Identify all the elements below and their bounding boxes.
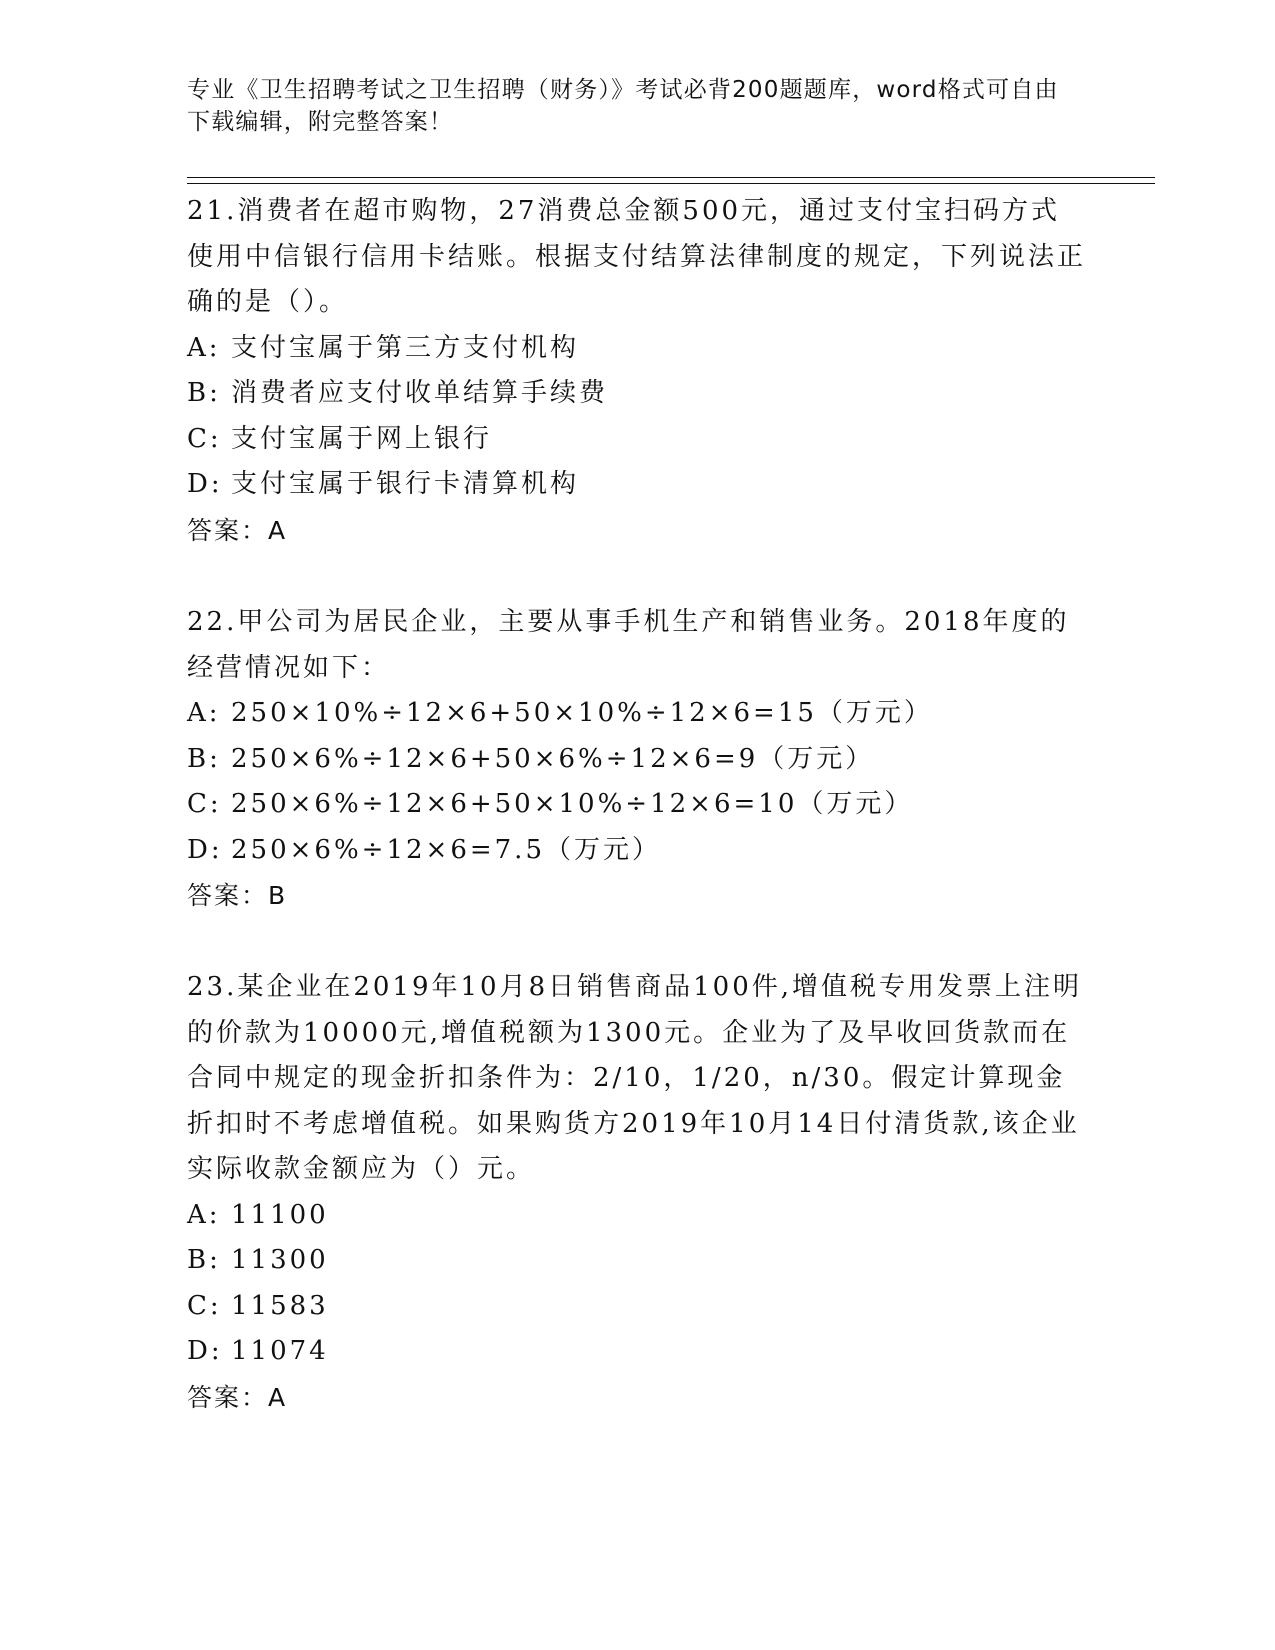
question-22 bbox=[187, 600, 1087, 919]
option-text: 支付宝属于第三方支付机构 bbox=[231, 332, 580, 363]
option-b bbox=[187, 737, 1087, 783]
option-letter: A: bbox=[187, 332, 221, 363]
question-23 bbox=[187, 965, 1087, 1420]
option-letter: B: bbox=[187, 743, 221, 774]
option-text: 11583 bbox=[231, 1290, 329, 1321]
option-text: 支付宝属于银行卡清算机构 bbox=[231, 469, 580, 499]
option-d bbox=[187, 828, 1087, 874]
option-letter: C: bbox=[187, 423, 222, 454]
option-text: 250×6%÷12×6+50×6%÷12×6=9（万元） bbox=[231, 743, 875, 774]
document-header: 专业《卫生招聘考试之卫生招聘（财务）》考试必背200题题库，word格式可自由下载编辑，附完整答案！ bbox=[187, 77, 1059, 135]
option-letter: B: bbox=[187, 378, 221, 408]
option-b bbox=[187, 371, 1087, 417]
question-stem: 22.甲公司为居民企业，主要从事手机生产和销售业务。2018年度的经营情况如下： bbox=[187, 607, 1070, 683]
option-a bbox=[187, 326, 1087, 372]
option-letter: B: bbox=[187, 1245, 221, 1275]
answer-line: 答案：B bbox=[187, 881, 288, 910]
answer-line: 答案：A bbox=[187, 1382, 288, 1412]
option-letter: A: bbox=[187, 1199, 221, 1230]
option-text: 11100 bbox=[231, 1199, 329, 1230]
option-a bbox=[187, 1193, 1087, 1239]
option-c bbox=[187, 1284, 1087, 1330]
option-letter: C: bbox=[187, 1290, 222, 1321]
header-divider-bottom bbox=[187, 183, 1155, 184]
option-letter: D: bbox=[187, 469, 223, 499]
option-c bbox=[187, 417, 1087, 463]
option-b bbox=[187, 1238, 1087, 1284]
option-letter: C: bbox=[187, 789, 222, 819]
option-text: 11074 bbox=[231, 1336, 329, 1366]
option-d bbox=[187, 462, 1087, 508]
answer-line: 答案：A bbox=[187, 515, 288, 545]
option-text: 250×6%÷12×6=7.5（万元） bbox=[231, 834, 661, 865]
option-text: 250×10%÷12×6+50×10%÷12×6=15（万元） bbox=[231, 698, 933, 728]
option-d bbox=[187, 1329, 1087, 1375]
option-text: 支付宝属于网上银行 bbox=[231, 423, 493, 454]
option-letter: A: bbox=[187, 698, 221, 728]
question-stem: 23.某企业在2019年10月8日销售商品100件,增值税专用发票上注明的价款为10000元,增值税额为1300元。企业为了及早收回货款而在合同中规定的现金折扣条件为：2/10，1/20，n/30。假定计算现金折扣时不考虑增值税。如果购货方2019年10月14日付清货款,该企业实际收款金额应为（）元。 bbox=[187, 972, 1083, 1184]
option-text: 11300 bbox=[231, 1245, 329, 1275]
question-stem: 21.消费者在超市购物，27消费总金额500元，通过支付宝扫码方式使用中信银行信用卡结账。根据支付结算法律制度的规定，下列说法正确的是（）。 bbox=[187, 196, 1087, 317]
option-a bbox=[187, 691, 1087, 737]
question-21 bbox=[187, 189, 1087, 553]
option-c bbox=[187, 782, 1087, 828]
option-letter: D: bbox=[187, 1336, 223, 1366]
header-divider-top bbox=[187, 177, 1155, 178]
option-text: 250×6%÷12×6+50×10%÷12×6=10（万元） bbox=[231, 789, 914, 819]
option-text: 消费者应支付收单结算手续费 bbox=[231, 378, 609, 408]
option-letter: D: bbox=[187, 834, 223, 865]
